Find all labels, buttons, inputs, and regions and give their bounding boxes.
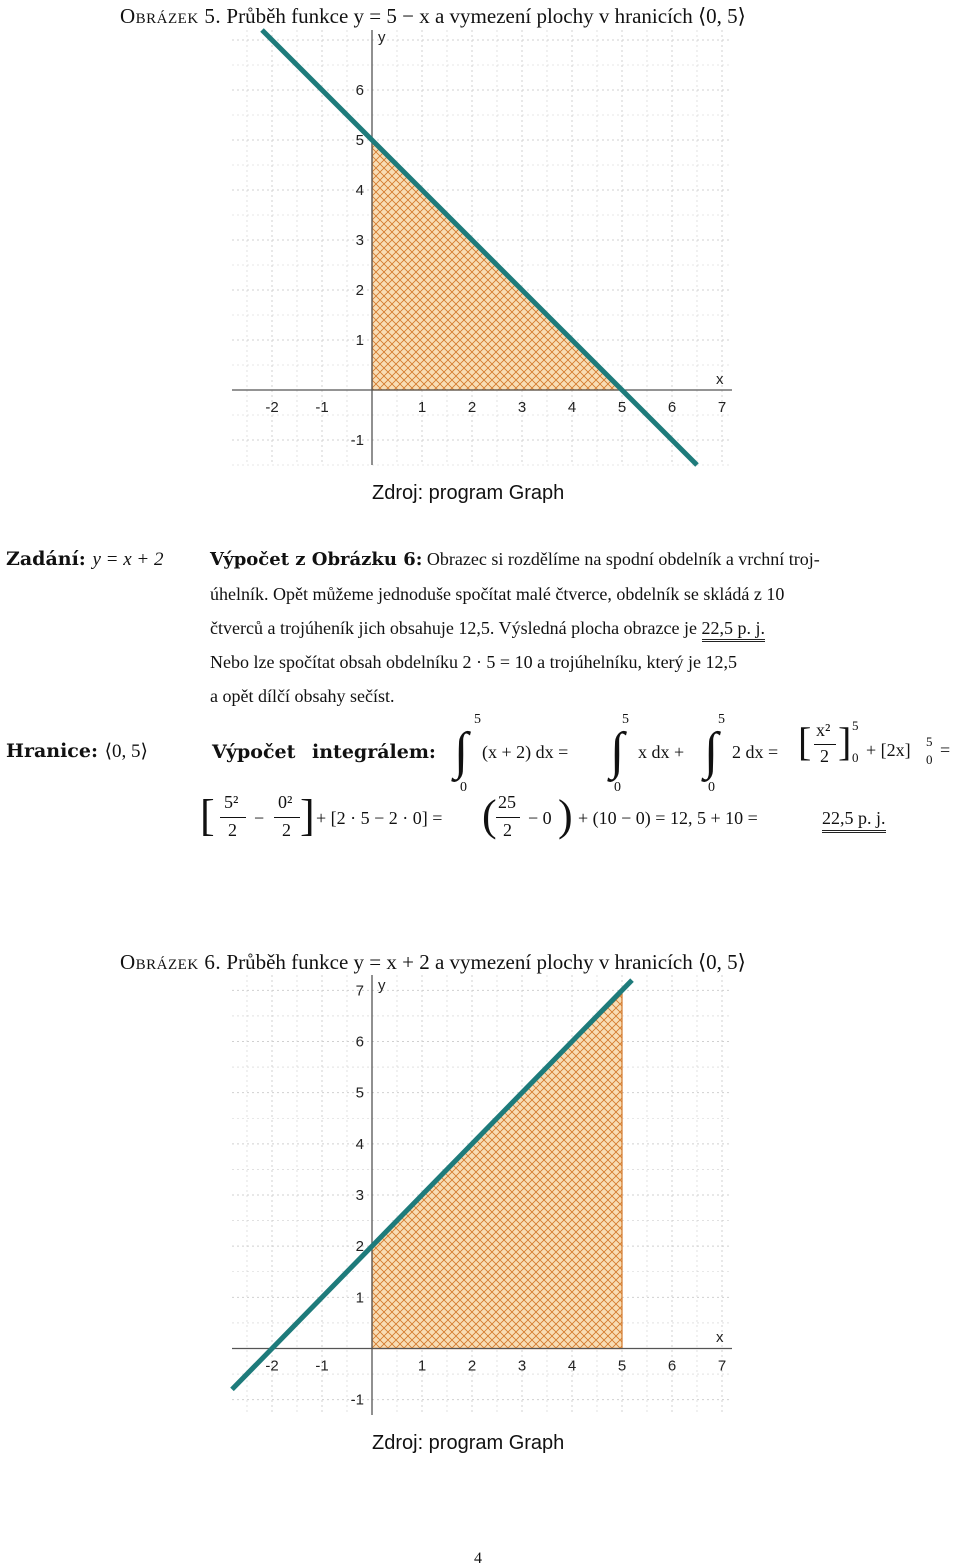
r2-minus0: − 0 (528, 808, 552, 828)
hranice-label: Hranice: (6, 740, 98, 762)
integral-2-upper: 5 (622, 712, 629, 727)
integral-3-lower: 0 (708, 780, 715, 795)
explanation-line3: čtverců a trojúheník jich obsahuje 12,5. Výsledná plocha obrazce je (210, 618, 697, 638)
r2-f2-den: 2 (282, 820, 291, 840)
fig5-x-tick-label: 7 (717, 399, 727, 416)
fig5-x-tick-label: 1 (417, 399, 427, 416)
bracket-sup: 5 (852, 718, 859, 733)
fig5-x-tick-label: 2 (467, 399, 477, 416)
r2-tail: + (10 − 0) = 12, 5 + 10 = (578, 808, 758, 828)
integral-2-lower: 0 (614, 780, 621, 795)
frac-num: x² (816, 720, 831, 740)
figure6-source: Zdroj: program Graph (372, 1432, 565, 1454)
fig5-x-tick-label: -1 (315, 399, 329, 416)
fig6-y-tick-label: -1 (350, 1391, 364, 1409)
explanation-result: 22,5 p. j. (702, 618, 766, 642)
frac-den: 2 (820, 746, 829, 766)
figure6-caption-text: Průběh funkce y = x + 2 a vymezení plochy v hranicích ⟨0, 5⟩ (226, 950, 746, 974)
fig5-x-tick-label: 3 (517, 399, 527, 416)
integral-1-upper: 5 (474, 712, 481, 727)
bracket-tail-sup: 5 (926, 734, 933, 749)
figure5-caption-text: Průběh funkce y = 5 − x a vymezení plochy v hranicích ⟨0, 5⟩ (226, 4, 746, 28)
zadani-label: Zadání: (6, 548, 86, 570)
fig5-x-tick-label: 6 (667, 399, 677, 416)
fig6-x-tick-label: 7 (717, 1357, 727, 1375)
explanation-line2: úhelník. Opět můžeme jednoduše spočítat malé čtverce, obdelník se skládá z 10 (210, 584, 785, 604)
r2-f3-num: 25 (498, 792, 516, 812)
fig5-y-tick-label: -1 (350, 432, 364, 449)
fig6-y-tick-label: 7 (355, 982, 364, 1000)
figure6-x-axis-label: x (716, 1329, 724, 1346)
integral-sign-2: ∫ (610, 723, 625, 780)
fig6-x-tick-label: 6 (667, 1357, 677, 1375)
r2-f2-num: 0² (278, 792, 293, 812)
bracket-sub: 0 (852, 750, 859, 765)
zadani-value: y = x + 2 (92, 549, 164, 570)
figure6-caption-label: Obrázek 6. (120, 950, 222, 974)
figure5-x-axis-label: x (716, 371, 724, 388)
integral-1-term: (x + 2) dx = (482, 742, 569, 762)
figure5-y-axis-label: y (378, 29, 386, 46)
fig6-x-tick-label: 3 (517, 1357, 527, 1375)
figure6-shaded-area (372, 990, 622, 1348)
figure5-caption-label: Obrázek 5. (120, 4, 222, 28)
explanation-line4: Nebo lze spočítat obsah obdelníku 2 · 5 = 10 a trojúhelníku, který je 12,5 (210, 652, 738, 672)
fig5-y-tick-label: 4 (355, 182, 364, 199)
fig6-y-tick-label: 6 (355, 1033, 364, 1051)
fig6-y-tick-label: 5 (355, 1084, 364, 1102)
r2-mid: + [2 · 5 − 2 · 0] = (316, 808, 443, 828)
integral-sign-3: ∫ (704, 723, 719, 780)
fig5-y-tick-label: 5 (355, 132, 364, 149)
fig6-y-tick-label: 3 (355, 1187, 364, 1204)
fig5-y-tick-label: 6 (355, 82, 364, 99)
eq-end: = (940, 740, 951, 760)
fig5-x-tick-label: 4 (567, 399, 577, 416)
integral-3-upper: 5 (718, 712, 725, 727)
fig5-x-tick-label: 5 (617, 399, 627, 416)
integral-2-term: x dx + (638, 742, 685, 762)
explanation-line1: Obrazec si rozdělíme na spodní obdelník a vrchní troj- (426, 549, 820, 569)
fig6-x-tick-label: 4 (567, 1357, 577, 1375)
r2-paren-open: ( (482, 791, 497, 840)
fig5-x-tick-label: -2 (265, 399, 279, 416)
figure5-source: Zdroj: program Graph (372, 482, 565, 504)
integral-sign-1: ∫ (454, 723, 469, 780)
hranice-value: ⟨0, 5⟩ (104, 741, 148, 762)
bracket-close: ] (838, 719, 852, 764)
integral-1-lower: 0 (460, 780, 467, 795)
r2-result: 22,5 p. j. (822, 808, 886, 833)
fig6-x-tick-label: -1 (315, 1357, 329, 1375)
fig6-y-tick-label: 4 (355, 1135, 364, 1153)
r2-bracket-close: ] (300, 791, 315, 840)
fig5-y-tick-label: 1 (355, 332, 364, 349)
fig5-y-tick-label: 2 (355, 282, 364, 299)
integral-label: Výpočet integrálem: (212, 741, 436, 763)
fig6-x-tick-label: 5 (617, 1357, 627, 1375)
page-number: 4 (474, 1550, 482, 1567)
r2-f1-num: 5² (224, 792, 239, 812)
r2-f3-den: 2 (503, 820, 512, 840)
fig6-y-tick-label: 2 (355, 1238, 364, 1256)
fig6-x-tick-label: -2 (265, 1357, 279, 1375)
fig6-shaded-polygon (372, 990, 622, 1348)
bracket-tail: + [2x] (866, 740, 911, 760)
bracket-tail-sub: 0 (926, 752, 933, 767)
explanation-line5: a opět dílčí obsahy sečíst. (210, 686, 395, 706)
explanation-heading: Výpočet z Obrázku 6: (210, 549, 423, 570)
fig6-y-tick-label: 1 (355, 1289, 364, 1307)
fig6-x-tick-label: 2 (467, 1357, 477, 1375)
figure6-y-axis-label: y (378, 977, 386, 994)
integral-3-term: 2 dx = (732, 742, 779, 762)
r2-paren-close: ) (558, 791, 573, 840)
fig6-x-tick-label: 1 (417, 1357, 427, 1375)
r2-f1-den: 2 (228, 820, 237, 840)
r2-minus: − (254, 808, 265, 828)
fig5-y-tick-label: 3 (355, 232, 364, 249)
r2-bracket-open: [ (200, 791, 215, 840)
bracket-open: [ (798, 719, 812, 764)
